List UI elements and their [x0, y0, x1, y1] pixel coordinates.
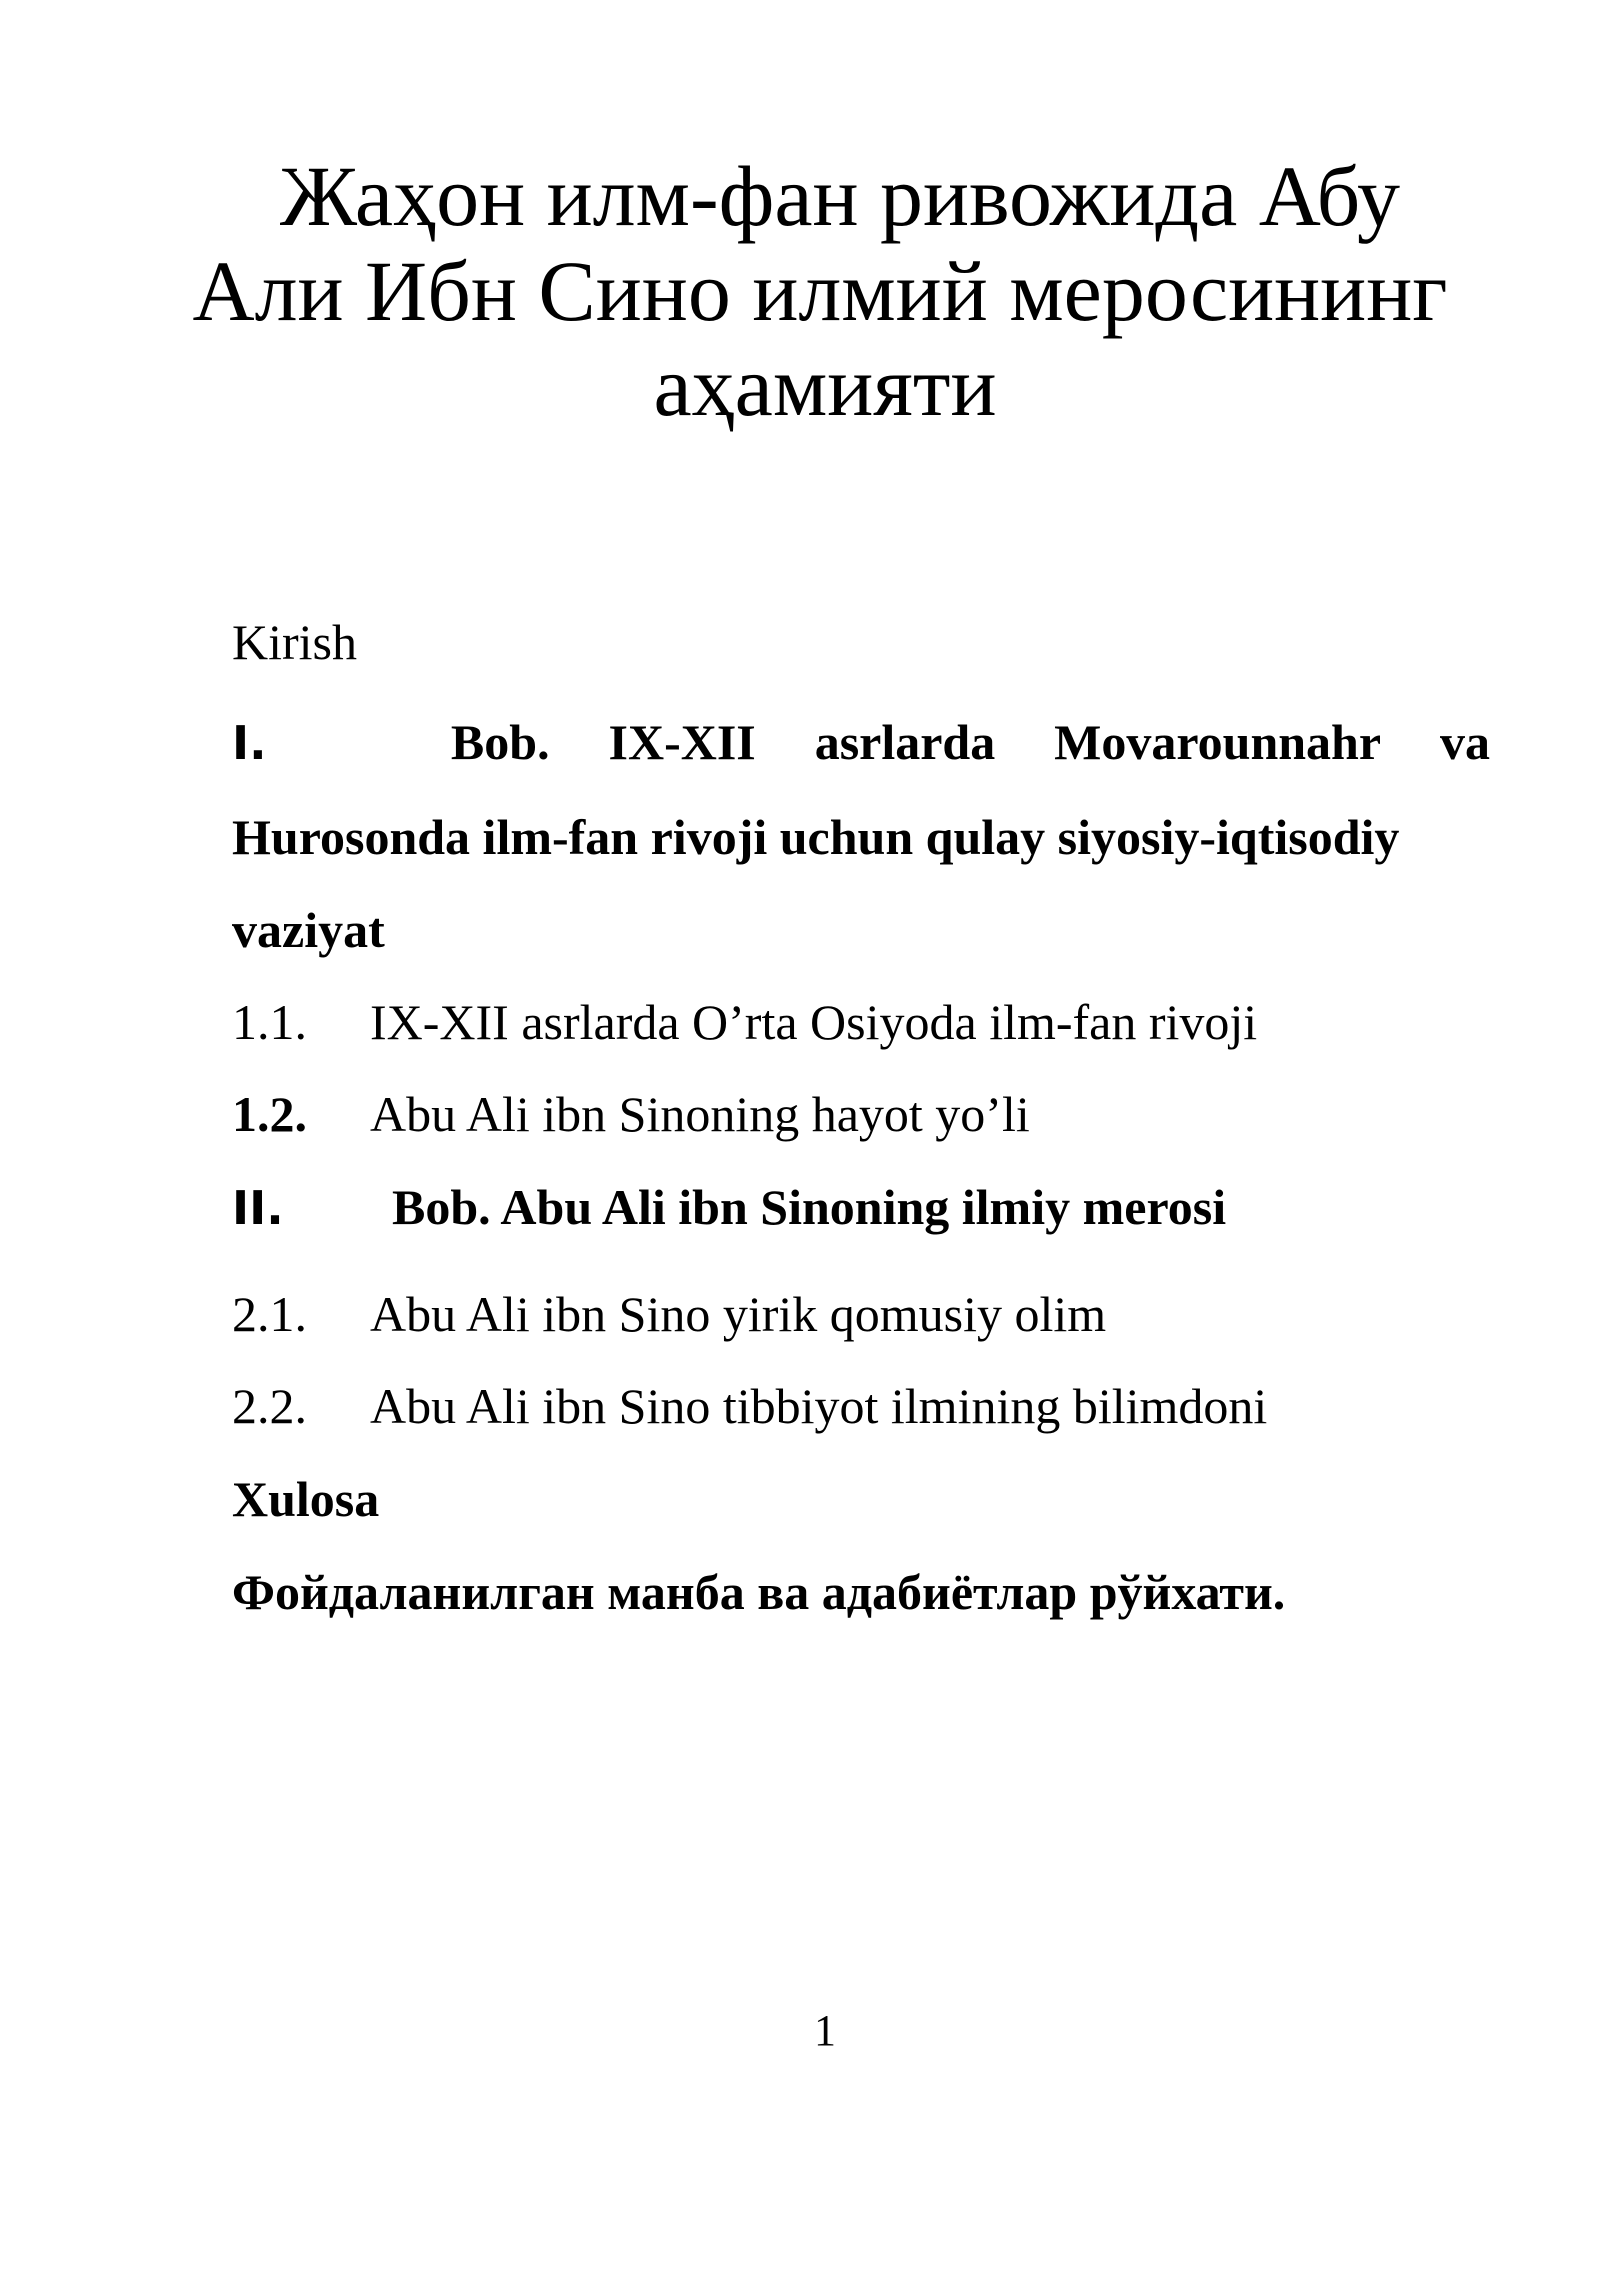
section-title: Abu Ali ibn Sino tibbiyot ilmining bilimdoni: [370, 1378, 1268, 1434]
toc-chapter-1-heading: [232, 713, 1490, 771]
toc-chapter-1-line-2: Hurosonda ilm-fan rivoji uchun qulay siyosiy-iqtisodiy: [232, 809, 1400, 865]
section-number: 2.1.: [232, 1286, 307, 1342]
chapter-1-word: IX-XII: [608, 714, 756, 770]
chapter-2-title: Bob. Abu Ali ibn Sinoning ilmiy merosi: [392, 1179, 1227, 1235]
toc-chapter-2-heading: [232, 1178, 1226, 1236]
chapter-1-word: Movarounnahr: [1054, 714, 1382, 770]
section-title: IX-XII asrlarda O’rta Osiyoda ilm-fan rivoji: [370, 994, 1258, 1050]
section-number: 1.1.: [232, 994, 307, 1050]
toc-section-2-2: [232, 1377, 1267, 1435]
chapter-1-word: asrlarda: [814, 714, 996, 770]
section-number: 1.2.: [232, 1086, 307, 1142]
title-line-1: Жаҳон илм-фан ривожида Абу: [279, 148, 1400, 244]
section-title: Abu Ali ibn Sinoning hayot yo’li: [370, 1086, 1030, 1142]
title-line-2: Али Ибн Сино илмий меросининг: [192, 243, 1448, 339]
toc-section-1-1: [232, 993, 1257, 1051]
toc-chapter-1-line-3: vaziyat: [232, 902, 385, 958]
section-title: Abu Ali ibn Sino yirik qomusiy olim: [370, 1286, 1107, 1342]
toc-section-1-2: [232, 1085, 1030, 1143]
title-line-3: аҳамияти: [653, 338, 997, 434]
toc-sources: Фойдаланилган манба ва адабиётлар рўйхати.: [232, 1564, 1286, 1620]
toc-section-2-1: [232, 1285, 1106, 1343]
chapter-1-numeral: I.: [232, 716, 267, 770]
toc-conclusion: Xulosa: [232, 1471, 380, 1527]
section-number: 2.2.: [232, 1378, 307, 1434]
toc-intro: Kirish: [232, 614, 357, 670]
chapter-1-word: va: [1439, 714, 1490, 770]
chapter-1-word: Bob.: [450, 714, 550, 770]
chapter-2-numeral: II.: [232, 1181, 284, 1235]
page-number: 1: [814, 2006, 836, 2055]
